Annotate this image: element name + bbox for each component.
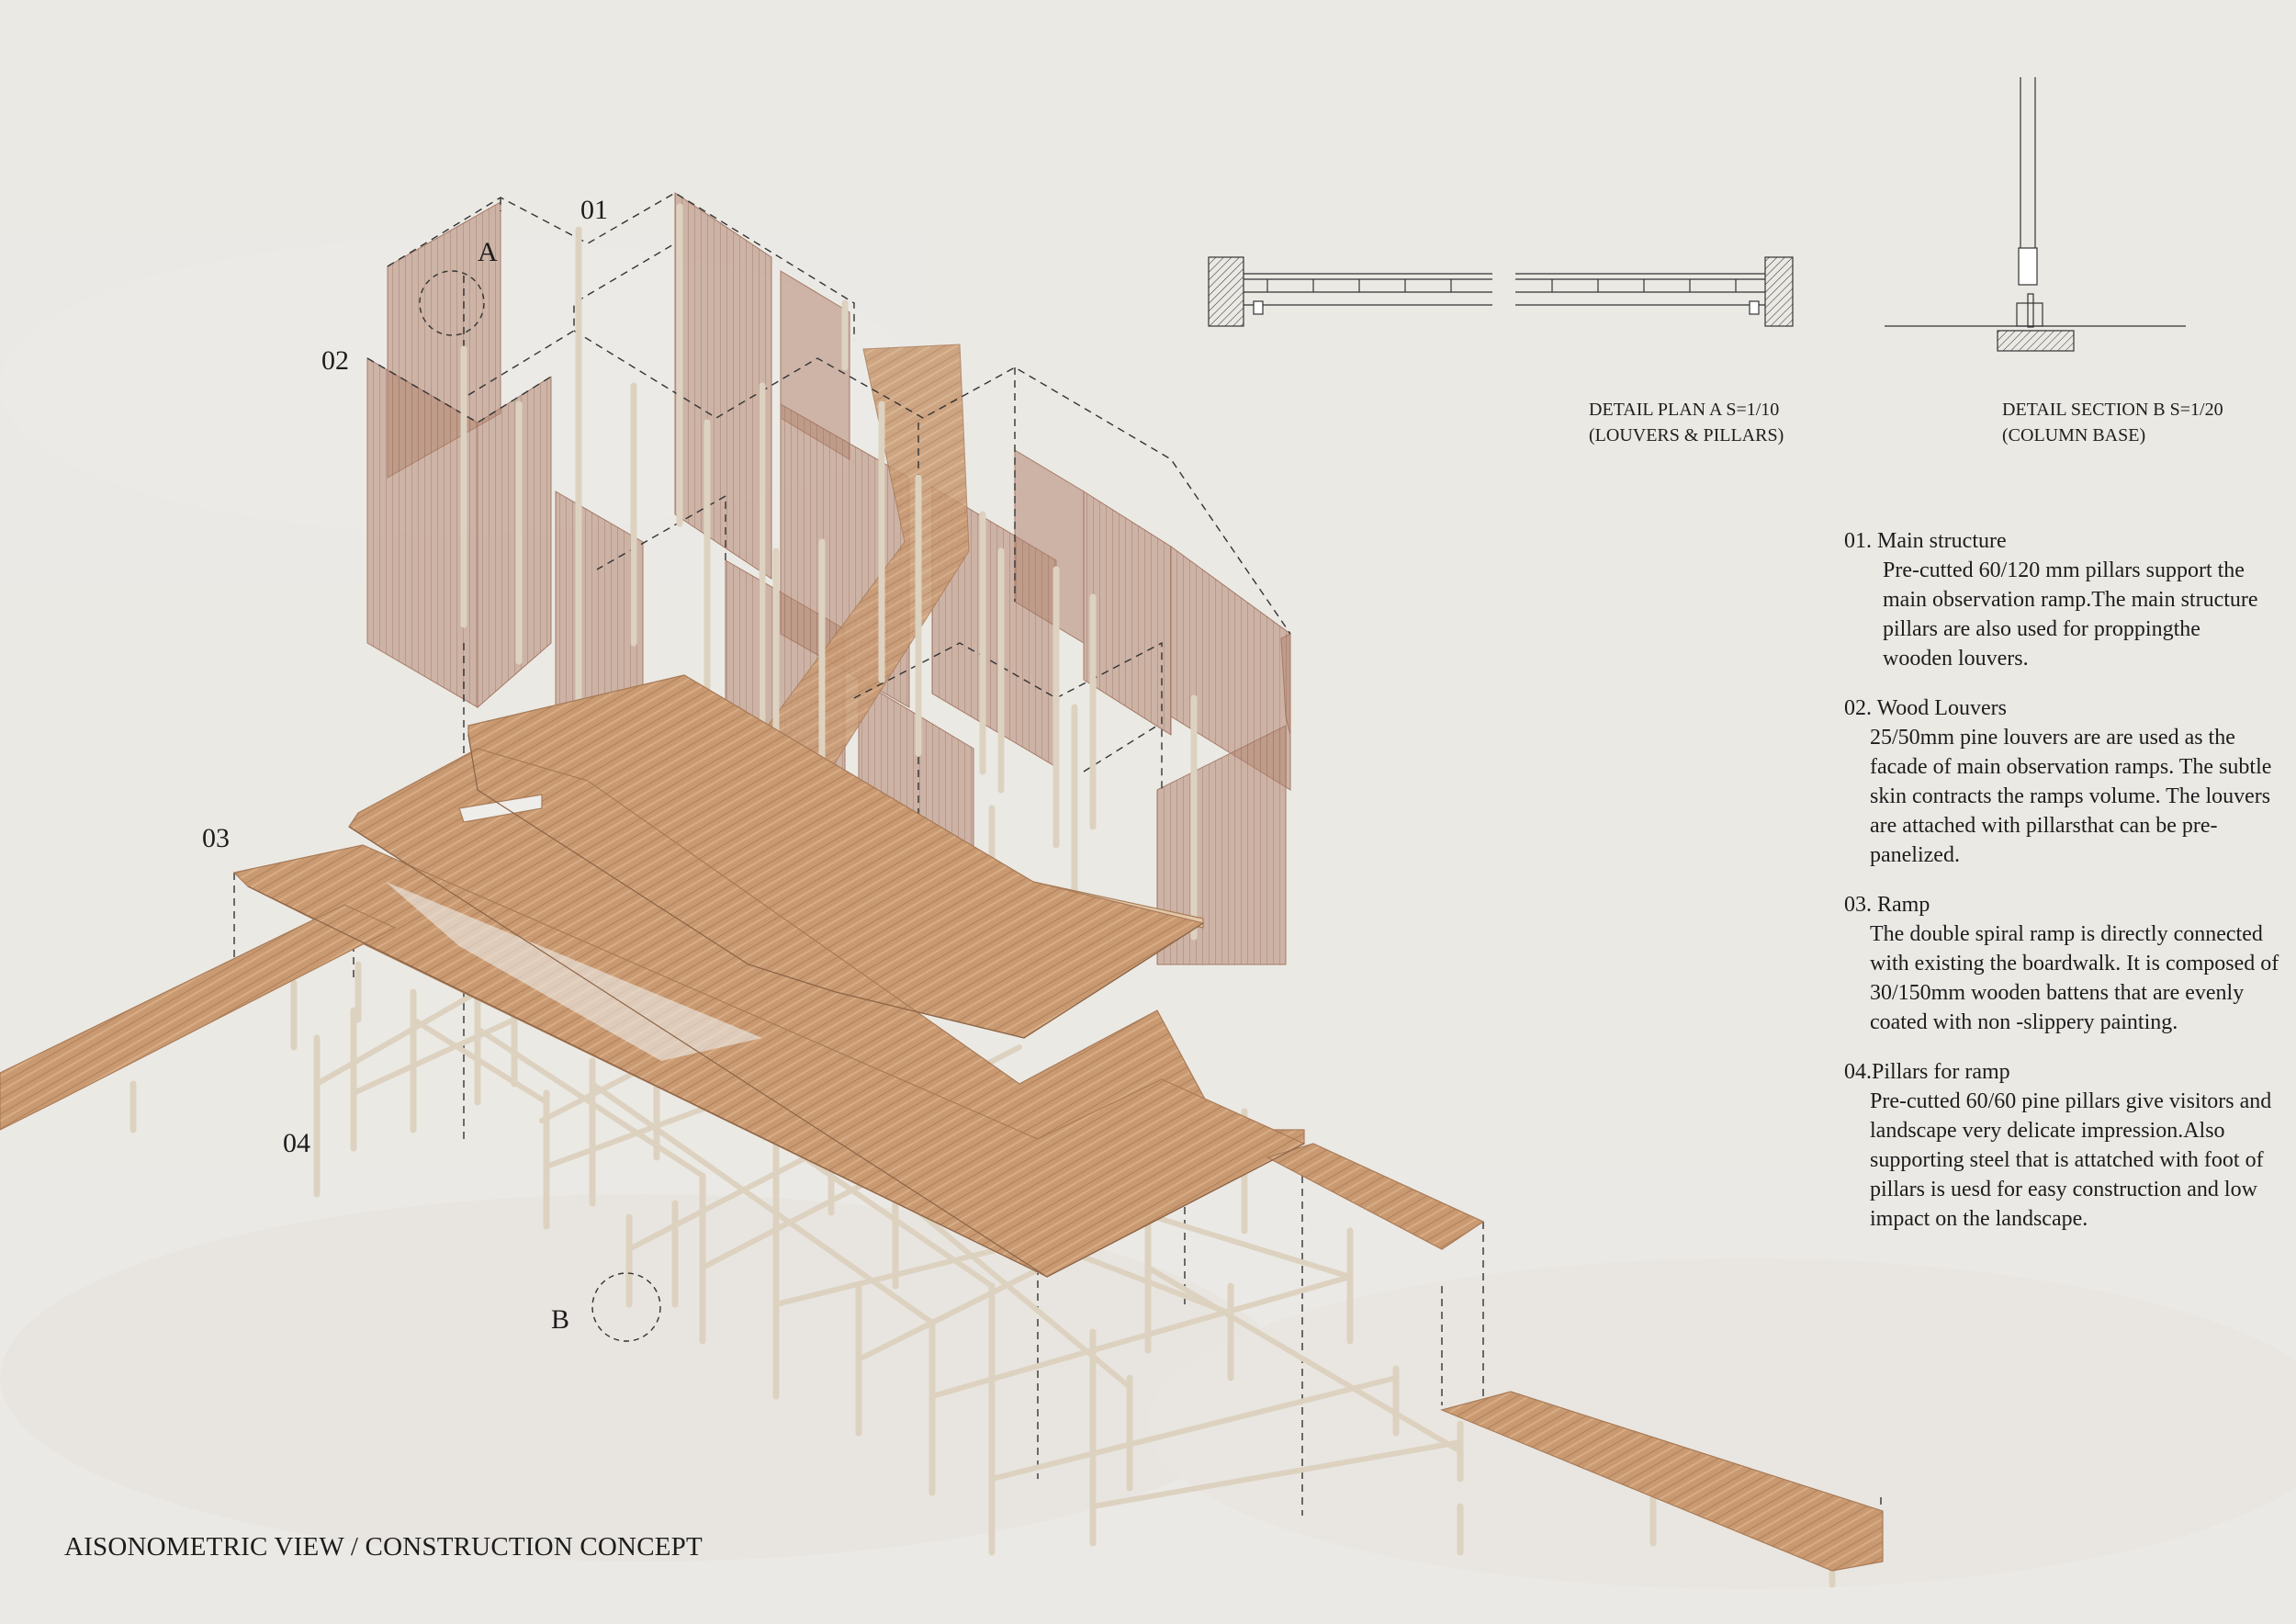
- note-heading: 04.Pillars for ramp: [1844, 1060, 2010, 1084]
- note-wood-louvers: [1844, 694, 2276, 870]
- callout-03: 03: [202, 823, 230, 853]
- detail-plan-a-subtitle: (LOUVERS & PILLARS): [1589, 425, 1784, 445]
- callout-b: B: [551, 1304, 570, 1335]
- detail-section-b-title: DETAIL SECTION B S=1/20: [2002, 400, 2223, 420]
- note-main-structure: [1844, 526, 2276, 673]
- note-heading: 02. Wood Louvers: [1844, 696, 2007, 720]
- note-ramp: [1844, 890, 2279, 1037]
- page-title: AISONOMETRIC VIEW / CONSTRUCTION CONCEPT: [64, 1532, 703, 1562]
- detail-section-b-subtitle: (COLUMN BASE): [2002, 425, 2146, 445]
- construction-notes: [1844, 526, 2279, 1254]
- detail-plan-a-caption: [1589, 397, 1784, 448]
- callout-04: 04: [283, 1128, 310, 1158]
- note-body: Pre-cutted 60/120 mm pillars support the main observation ramp.The main structure pillars are also used for proppingthe wooden louvers.: [1883, 558, 2258, 671]
- callout-a: A: [478, 237, 498, 267]
- note-body: Pre-cutted 60/60 pine pillars give visitors and landscape very delicate impression.Also supporting steel that is attatched with foot of pillars is uesd for easy construction and low impact on the landscape.: [1870, 1089, 2272, 1231]
- note-body: The double spiral ramp is directly connected with existing the boardwalk. It is composed of 30/150mm wooden battens that are evenly coated with non -slippery painting.: [1870, 922, 2279, 1034]
- detail-section-b-caption: [2002, 397, 2223, 448]
- note-heading: 03. Ramp: [1844, 893, 1930, 917]
- detail-plan-a-title: DETAIL PLAN A S=1/10: [1589, 400, 1780, 420]
- callout-02: 02: [321, 345, 349, 376]
- note-body: 25/50mm pine louvers are are used as the facade of main observation ramps. The subtle skin contracts the ramps volume. The louvers are attached with pillarsthat can be pre-panelized.: [1870, 726, 2272, 867]
- note-heading: 01. Main structure: [1844, 529, 2007, 553]
- callout-01: 01: [580, 195, 608, 225]
- note-pillars-for-ramp: [1844, 1057, 2276, 1234]
